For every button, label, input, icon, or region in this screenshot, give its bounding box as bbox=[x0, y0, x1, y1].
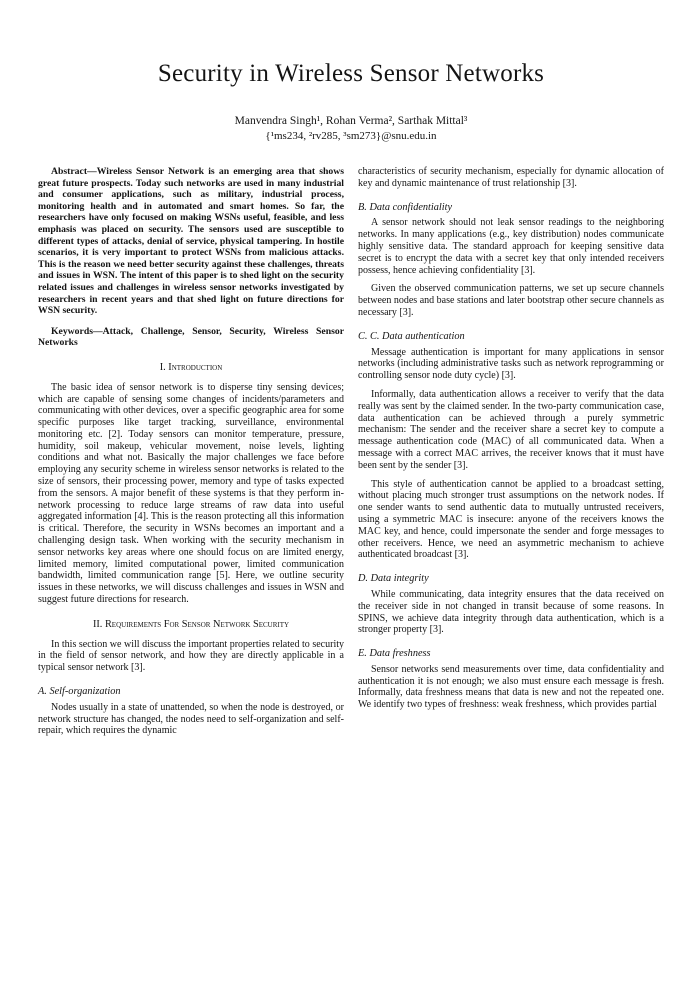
subsection-heading-data-integrity: D. Data integrity bbox=[358, 573, 429, 585]
data-authentication-paragraph-2: Informally, data authentication allows a receiver to verify that the data really was sent by the claimed sender. In the two-party communication case, data authentication can be achieved through a purely symmetric mechanism: The sender and the receiver share a secret key to compute a message authentication code (MAC) of all communicated data. When a message with a correct MAC arrives, the receiver knows that it must have been sent by the sender [3]. bbox=[358, 388, 664, 471]
data-authentication-paragraph-1: Message authentication is important for many applications in sensor networks (including administrative tasks such as network reprogramming or controlling sensor node duty cycle) [3]. bbox=[358, 346, 664, 382]
abstract-paragraph: Abstract—Wireless Sensor Network is an emerging area that shows great future prospects. Today such networks are used in many industrial and consumer applications, such as military, industrial process, monitoring health and in automated and smart homes. So far, the researchers have only focused on making WSNs useful, feasible, and less emphasis was placed on security. The sensors used are susceptible to different types of attacks, denial of service, physical tampering. In hostile scenarios, it is very important to protect WSNs from malicious attacks. This is the reason we need better security against these challenges, threats and issues in WSN. The intent of this paper is to shed light on the security related issues and challenges in wireless sensor networks investigated by researchers in recent years and that shed light on future directions for WSN security. bbox=[38, 166, 344, 317]
self-organization-paragraph: Nodes usually in a state of unattended, so when the node is destroyed, or network structure has changed, the nodes need to self-organization and self-repair, which requires the dynamic bbox=[38, 701, 344, 737]
data-confidentiality-paragraph-2: Given the observed communication patterns, we set up secure channels between nodes and base stations and later bootstrap other secure channels as necessary [3]. bbox=[358, 283, 664, 318]
subsection-heading-data-authentication: C. C. Data authentication bbox=[358, 330, 465, 342]
data-confidentiality-paragraph-1: A sensor network should not leak sensor readings to the neighboring networks. In many applications (e.g., key distribution) nodes communicate highly sensitive data. The standard approach for keeping sensitive data secret is to encrypt the data with a secret key that only intended receivers possess, hence achieving confidentiality [3]. bbox=[358, 217, 664, 276]
subsection-heading-data-confidentiality: B. Data confidentiality bbox=[358, 201, 453, 213]
two-column-body bbox=[38, 166, 664, 744]
data-integrity-paragraph: While communicating, data integrity ensures that the data received on the receiver side in not changed in transit because of some reasons. In SPINS, we achieve data integrity through data authentication, which is a stronger property [3]. bbox=[358, 588, 664, 636]
left-column bbox=[38, 166, 344, 744]
requirements-intro-paragraph: In this section we will discuss the important properties related to security in the field of sensor network, and how they are directly applicable in a typical sensor network [3]. bbox=[38, 638, 344, 674]
emails-line: {¹ms234, ²rv285, ³sm273}@snu.edu.in bbox=[265, 130, 437, 142]
subsection-heading-data-freshness: E. Data freshness bbox=[358, 648, 431, 660]
right-column bbox=[358, 166, 664, 744]
paper-title: Security in Wireless Sensor Networks bbox=[157, 60, 545, 87]
data-authentication-paragraph-3: This style of authentication cannot be applied to a broadcast setting, without placing much stronger trust assumptions on the network nodes. If one sender wants to send authentic data to mutually untrusted receivers, using a symmetric MAC is insecure: anyone of the receivers knows the MAC key, and hence, could impersonate the sender and forge messages to other receivers. Hence, we need an asymmetric mechanism to achieve authenticated broadcast [3]. bbox=[358, 478, 664, 561]
data-freshness-paragraph: Sensor networks send measurements over time, data confidentiality and authentication it is not enough; we also must ensure each message is fresh. Informally, data freshness means that data is new and not the repeated one. We identify two types of freshness: weak freshness, which provides partial bbox=[358, 663, 664, 711]
section-heading-introduction: I. Introduction bbox=[159, 361, 223, 373]
self-organization-continuation-paragraph: characteristics of security mechanism, especially for dynamic allocation of key and dynamic maintenance of trust relationship [3]. bbox=[358, 166, 664, 189]
authors-line: Manvendra Singh¹, Rohan Verma², Sarthak Mittal³ bbox=[234, 115, 468, 127]
introduction-paragraph: The basic idea of sensor network is to disperse tiny sensing devices; which are capable of sensing some changes of incidents/parameters and communicating with other devices, over a specific geographic area for some specific purposes like target tracking, surveillance, environmental monitoring etc. [2]. Today sensors can monitor temperature, pressure, humidity, soil makeup, vehicular movement, noise levels, lighting conditions and what not. Basically the major challenges we face before employing any security scheme in wireless sensor networks is related to the size of sensors, their processing power, memory and type of tasks expected from the sensors. A major benefit of these systems is that they perform in-network processing to reduce large streams of raw data into useful aggregated information [4]. This is the reason protecting all this information is critical. Therefore, the security in WSNs becomes an important and a challenging design task. When working with the security mechanism in sensor networks key areas where one should focus on are limited energy, limited memory, limited computational power, limited communication bandwidth, limited communication range [5]. Here, we outline security issues in these networks, we will discuss challenges and issues in WSN and suggest future directions for research. bbox=[38, 381, 344, 606]
subsection-heading-self-organization: A. Self-organization bbox=[38, 686, 121, 698]
keywords-paragraph: Keywords—Attack, Challenge, Sensor, Security, Wireless Sensor Networks bbox=[38, 325, 344, 349]
section-heading-requirements: II. Requirements For Sensor Network Security bbox=[92, 618, 290, 630]
